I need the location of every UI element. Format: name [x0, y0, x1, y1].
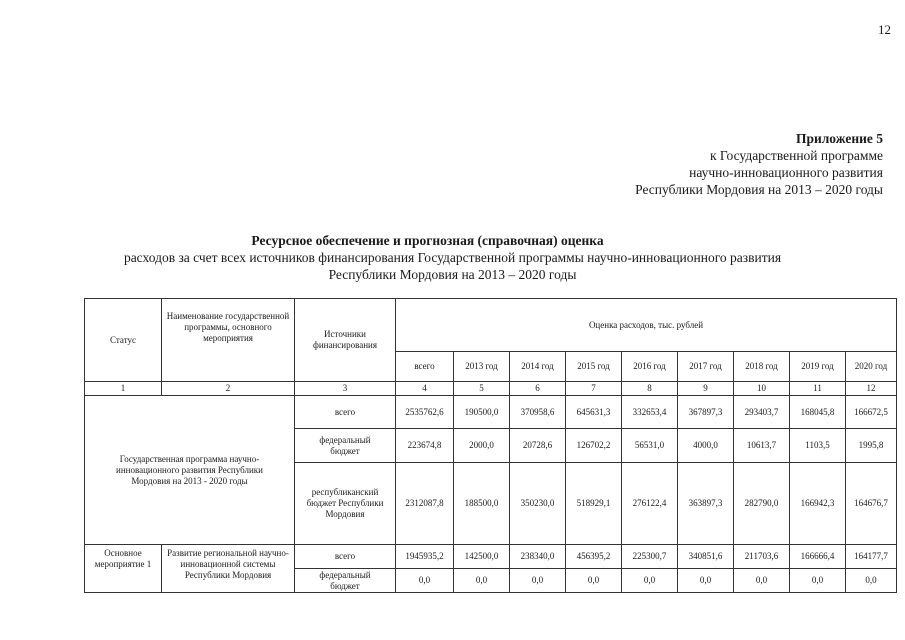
value-cell: 0,0: [622, 569, 678, 593]
table-row: [85, 396, 897, 429]
value-cell: 367897,3: [678, 396, 734, 429]
value-cell: 2000,0: [454, 429, 510, 463]
value-cell: 0,0: [396, 569, 454, 593]
header-year: 2020 год: [846, 352, 897, 382]
page-number: 12: [878, 22, 891, 37]
header-year: 2015 год: [566, 352, 622, 382]
source-cell: республиканский бюджет Республики Мордовия: [295, 463, 396, 545]
column-number: 12: [846, 382, 897, 396]
value-cell: 166672,5: [846, 396, 897, 429]
value-cell: 456395,2: [566, 545, 622, 569]
column-number: 3: [295, 382, 396, 396]
header-year: 2016 год: [622, 352, 678, 382]
value-cell: 0,0: [734, 569, 790, 593]
column-number: 8: [622, 382, 678, 396]
value-cell: 2535762,6: [396, 396, 454, 429]
source-cell: федеральный бюджет: [295, 429, 396, 463]
value-cell: 350230,0: [510, 463, 566, 545]
header-estimate: Оценка расходов, тыс. рублей: [396, 299, 897, 352]
source-cell: всего: [295, 396, 396, 429]
column-number: 4: [396, 382, 454, 396]
header-year: 2013 год: [454, 352, 510, 382]
table-row: [85, 545, 897, 569]
value-cell: 0,0: [454, 569, 510, 593]
value-cell: 166666,4: [790, 545, 846, 569]
value-cell: 166942,3: [790, 463, 846, 545]
value-cell: 225300,7: [622, 545, 678, 569]
activity-name: Развитие региональной научно-инновационной системы Республики Мордовия: [162, 545, 295, 593]
budget-table: [84, 298, 897, 593]
value-cell: 188500,0: [454, 463, 510, 545]
header-row: [85, 299, 897, 352]
value-cell: 340851,6: [678, 545, 734, 569]
value-cell: 10613,7: [734, 429, 790, 463]
value-cell: 293403,7: [734, 396, 790, 429]
value-cell: 190500,0: [454, 396, 510, 429]
value-cell: 276122,4: [622, 463, 678, 545]
source-cell: федеральный бюджет: [295, 569, 396, 593]
value-cell: 332653,4: [622, 396, 678, 429]
value-cell: 0,0: [678, 569, 734, 593]
appendix-block: [635, 130, 883, 198]
source-cell: всего: [295, 545, 396, 569]
column-number-row: [85, 382, 897, 396]
value-cell: 1103,5: [790, 429, 846, 463]
activity-status: Основное мероприятие 1: [85, 545, 162, 593]
title-line: Республики Мордовия на 2013 – 2020 годы: [328, 267, 577, 282]
value-cell: 282790,0: [734, 463, 790, 545]
value-cell: 4000,0: [678, 429, 734, 463]
header-source: Источники финансирования: [295, 299, 396, 382]
value-cell: 20728,6: [510, 429, 566, 463]
value-cell: 645631,3: [566, 396, 622, 429]
appendix-line: Республики Мордовия на 2013 – 2020 годы: [635, 182, 883, 197]
header-year: 2014 год: [510, 352, 566, 382]
header-year: 2017 год: [678, 352, 734, 382]
value-cell: 164676,7: [846, 463, 897, 545]
column-number: 6: [510, 382, 566, 396]
value-cell: 56531,0: [622, 429, 678, 463]
value-cell: 0,0: [510, 569, 566, 593]
header-year: 2018 год: [734, 352, 790, 382]
value-cell: 518929,1: [566, 463, 622, 545]
value-cell: 0,0: [566, 569, 622, 593]
column-number: 7: [566, 382, 622, 396]
value-cell: 238340,0: [510, 545, 566, 569]
appendix-line: научно-инновационного развития: [689, 165, 883, 180]
column-number: 1: [85, 382, 162, 396]
value-cell: 211703,6: [734, 545, 790, 569]
header-name: Наименование государственной программы, основного мероприятия: [162, 299, 295, 382]
header-total: всего: [396, 352, 454, 382]
value-cell: 363897,3: [678, 463, 734, 545]
value-cell: 370958,6: [510, 396, 566, 429]
document-title: [0, 232, 905, 283]
appendix-heading: Приложение 5: [795, 131, 883, 146]
value-cell: 164177,7: [846, 545, 897, 569]
value-cell: 0,0: [790, 569, 846, 593]
value-cell: 223674,8: [396, 429, 454, 463]
title-line: расходов за счет всех источников финансирования Государственной программы научно-инновационного развития: [123, 250, 782, 265]
value-cell: 2312087,8: [396, 463, 454, 545]
column-number: 9: [678, 382, 734, 396]
title-line: Ресурсное обеспечение и прогнозная (справочная) оценка: [251, 233, 604, 248]
value-cell: 0,0: [846, 569, 897, 593]
program-name: Государственная программа научно-инновационного развития Республики Мордовия на 2013 - 2020 годы: [85, 396, 295, 545]
column-number: 5: [454, 382, 510, 396]
value-cell: 1945935,2: [396, 545, 454, 569]
value-cell: 126702,2: [566, 429, 622, 463]
value-cell: 1995,8: [846, 429, 897, 463]
header-year: 2019 год: [790, 352, 846, 382]
value-cell: 168045,8: [790, 396, 846, 429]
appendix-line: к Государственной программе: [709, 148, 883, 163]
header-status: Статус: [85, 299, 162, 382]
column-number: 10: [734, 382, 790, 396]
column-number: 11: [790, 382, 846, 396]
column-number: 2: [162, 382, 295, 396]
value-cell: 142500,0: [454, 545, 510, 569]
